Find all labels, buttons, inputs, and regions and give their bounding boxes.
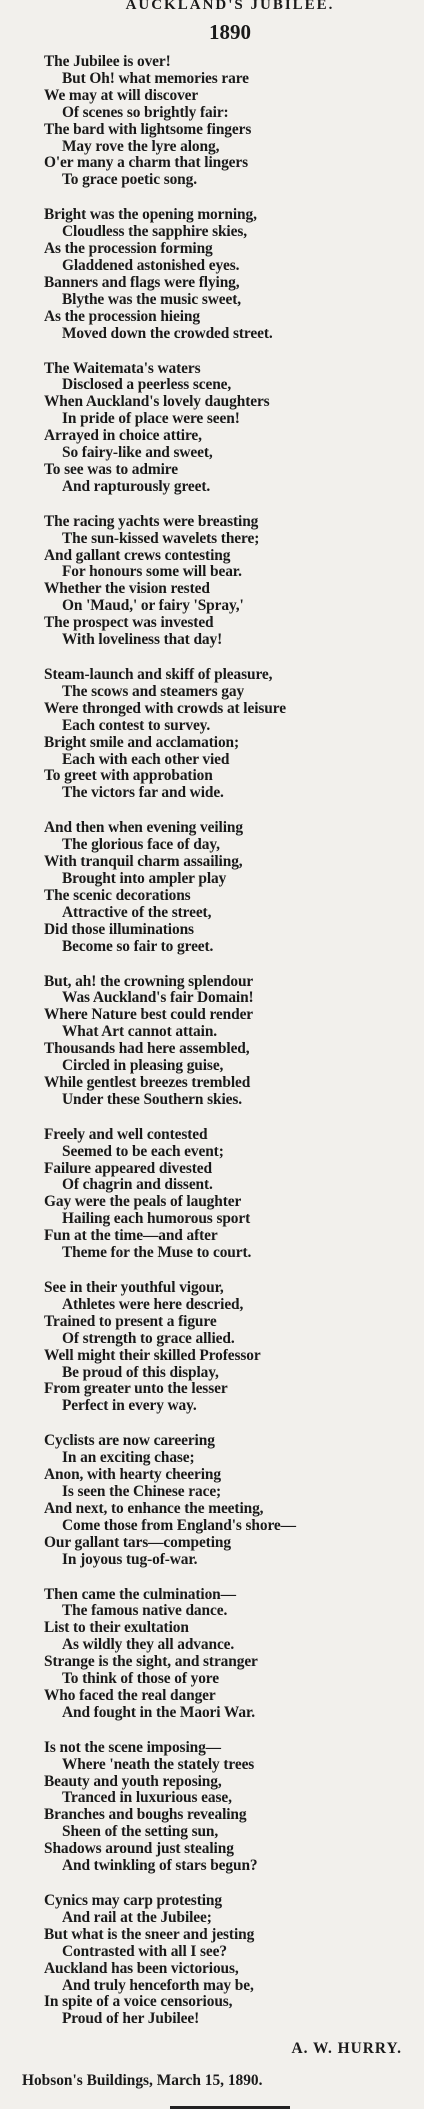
poem-line: The Jubilee is over! [44,53,171,70]
poem-line: May rove the lyre along, [62,137,220,155]
stanza [44,361,416,496]
poem-line: Beauty and youth reposing, [44,1772,222,1790]
poem-line: To greet with approbation [44,767,213,785]
poem-line: The racing yachts were breasting [44,512,259,530]
poem-line: Of scenes so brightly fair: [62,103,229,121]
poem-line: Branches and boughs revealing [44,1806,247,1824]
poem-line: Proud of her Jubilee! [62,2010,200,2028]
poem-line: To see was to admire [44,460,178,478]
poem-line: Theme for the Muse to court. [62,1244,252,1262]
poem-line: Our gallant tars—competing [44,1533,231,1551]
poem-line: Then came the culmination— [44,1585,236,1603]
poem-line: Each contest to survey. [62,716,211,734]
poem-line: Of chagrin and dissent. [62,1176,213,1194]
poem-dateline: Hobson's Buildings, March 15, 1890. [22,2072,263,2090]
stanza [44,1433,416,1568]
poem-line: Shadows around just stealing [44,1840,234,1858]
poem-line: Cyclists are now careering [44,1432,215,1450]
poem-line: What Art cannot attain. [62,1023,218,1041]
poem-line: Become so fair to greet. [62,937,214,955]
poem-line: But, ah! the crowning splendour [44,972,254,990]
poem-line: Thousands had here assembled, [44,1040,250,1058]
poem-author: A. W. HURRY. [291,2040,402,2058]
poem-line: Disclosed a peerless scene, [62,376,232,394]
poem-line: So fairy-like and sweet, [62,444,213,462]
poem-line: Sheen of the setting sun, [62,1823,219,1841]
poem-line: List to their exultation [44,1619,189,1637]
poem-line: Banners and flags were flying, [44,273,240,291]
poem-title: AUCKLAND'S JUBILEE. [125,0,335,13]
poem-line: Gay were the peals of laughter [44,1193,242,1211]
poem-line: Circled in pleasing guise, [62,1057,224,1075]
poem-line: Strange is the sight, and stranger [44,1653,258,1671]
poem-line: The glorious face of day, [62,836,220,854]
poem-line: And rail at the Jubilee; [62,1908,212,1926]
poem-line: And rapturously greet. [62,477,211,495]
poem-line: In an exciting chase; [62,1449,195,1467]
poem-line: Moved down the crowded street. [62,324,273,342]
poem-line: As wildly they all advance. [62,1636,235,1654]
poem-line: Athletes were here descried, [62,1295,244,1313]
poem-line: See in their youthful vigour, [44,1279,224,1296]
poem-line: Steam-launch and skiff of pleasure, [44,666,273,683]
poem-line: Hailing each humorous sport [62,1210,251,1228]
poem-line: The famous native dance. [62,1602,228,1620]
poem-line: Was Auckland's fair Domain! [62,989,254,1007]
poem-year: 1890 [209,20,251,44]
poem-line: With tranquil charm assailing, [44,853,243,871]
poem-line: Well might their skilled Professor [44,1346,261,1364]
stanza [44,667,416,802]
poem-line: But Oh! what memories rare [62,69,249,87]
stanza [44,1893,416,2028]
stanza [44,514,416,649]
poem-line: While gentlest breezes trembled [44,1073,251,1091]
poem-line: Gladdened astonished eyes. [62,256,240,274]
poem-line: O'er many a charm that lingers [44,154,249,172]
poem-line: As the procession forming [44,240,213,258]
poem-line: Anon, with hearty cheering [44,1466,221,1484]
poem-line: Bright smile and acclamation; [44,733,240,751]
poem-line: Did those illuminations [44,920,194,938]
poem-line: Bright was the opening morning, [44,206,257,224]
poem-line: And truly henceforth may be, [62,1976,254,1994]
poem-line: Blythe was the music sweet, [62,290,241,308]
poem-line: In spite of a voice censorious, [44,1993,233,2011]
poem-line: Whether the vision rested [44,580,210,598]
poem-line: In joyous tug-of-war. [62,1550,198,1568]
poem-line: Cloudless the sapphire skies, [62,223,247,241]
poem-line: The sun-kissed wavelets there; [62,529,260,547]
stanza [44,820,416,955]
poem-line: And twinkling of stars begun? [62,1857,258,1875]
poem-line: Is seen the Chinese race; [62,1482,222,1500]
poem-line: In pride of place were seen! [62,410,240,428]
poem-line: As the procession hieing [44,307,200,325]
poem-line: Brought into ampler play [62,869,227,887]
poem-line: Of strength to grace allied. [62,1329,235,1347]
poem-line: The prospect was invested [44,614,214,632]
poem-line: Auckland has been victorious, [44,1959,239,1977]
stanza [44,207,416,342]
poem-line: For honours some will bear. [62,563,242,581]
poem-line: The scows and steamers gay [62,682,245,700]
poem-line: And next, to enhance the meeting, [44,1499,264,1517]
poem-body [44,54,416,2028]
poem-line: Freely and well contested [44,1125,208,1143]
poem-line: Come those from England's shore— [62,1516,296,1534]
poem-line: Arrayed in choice attire, [44,427,202,445]
poem-line: Contrasted with all I see? [62,1942,227,1960]
poem-line: Tranced in luxurious ease, [62,1789,232,1807]
poem-line: The victors far and wide. [62,784,224,802]
poem-line: On 'Maud,' or fairy 'Spray,' [62,597,244,615]
poem-line: The scenic decorations [44,886,191,904]
poem-line: Seemed to be each event; [62,1142,224,1160]
poem-line: But what is the sneer and jesting [44,1925,255,1943]
poem-line: From greater unto the lesser [44,1380,228,1398]
poem-line: To grace poetic song. [62,171,197,189]
poem-line: Trained to present a figure [44,1312,217,1330]
poem-line: Failure appeared divested [44,1159,212,1177]
poem-line: Cynics may carp protesting [44,1892,222,1909]
stanza [44,1587,416,1722]
poem-line: Be proud of this display, [62,1363,219,1381]
stanza [44,1740,416,1875]
poem-line: And gallant crews contesting [44,546,231,564]
poem-line: The bard with lightsome fingers [44,120,252,138]
stanza [44,54,416,189]
poem-line: Were thronged with crowds at leisure [44,699,286,717]
poem-line: The Waitemata's waters [44,359,201,377]
poem-line: Is not the scene imposing— [44,1738,221,1756]
poem-line: To think of those of yore [62,1670,219,1688]
poem-line: Who faced the real danger [44,1686,216,1704]
stanza [44,1127,416,1262]
poem-line: When Auckland's lovely daughters [44,393,270,411]
poem-line: We may at will discover [44,86,199,104]
poem-line: Where Nature best could render [44,1006,254,1024]
poem-line: Fun at the time—and after [44,1227,218,1245]
poem-line: Where 'neath the stately trees [62,1755,255,1773]
stanza [44,974,416,1109]
poem-line: With loveliness that day! [62,631,223,649]
poem-line: Perfect in every way. [62,1397,197,1415]
poem-line: And fought in the Maori War. [62,1703,256,1721]
stanza [44,1280,416,1415]
poem-line: Attractive of the street, [62,903,212,921]
poem-line: And then when evening veiling [44,819,243,837]
poem-line: Each with each other vied [62,750,230,768]
poem-line: Under these Southern skies. [62,1090,243,1108]
